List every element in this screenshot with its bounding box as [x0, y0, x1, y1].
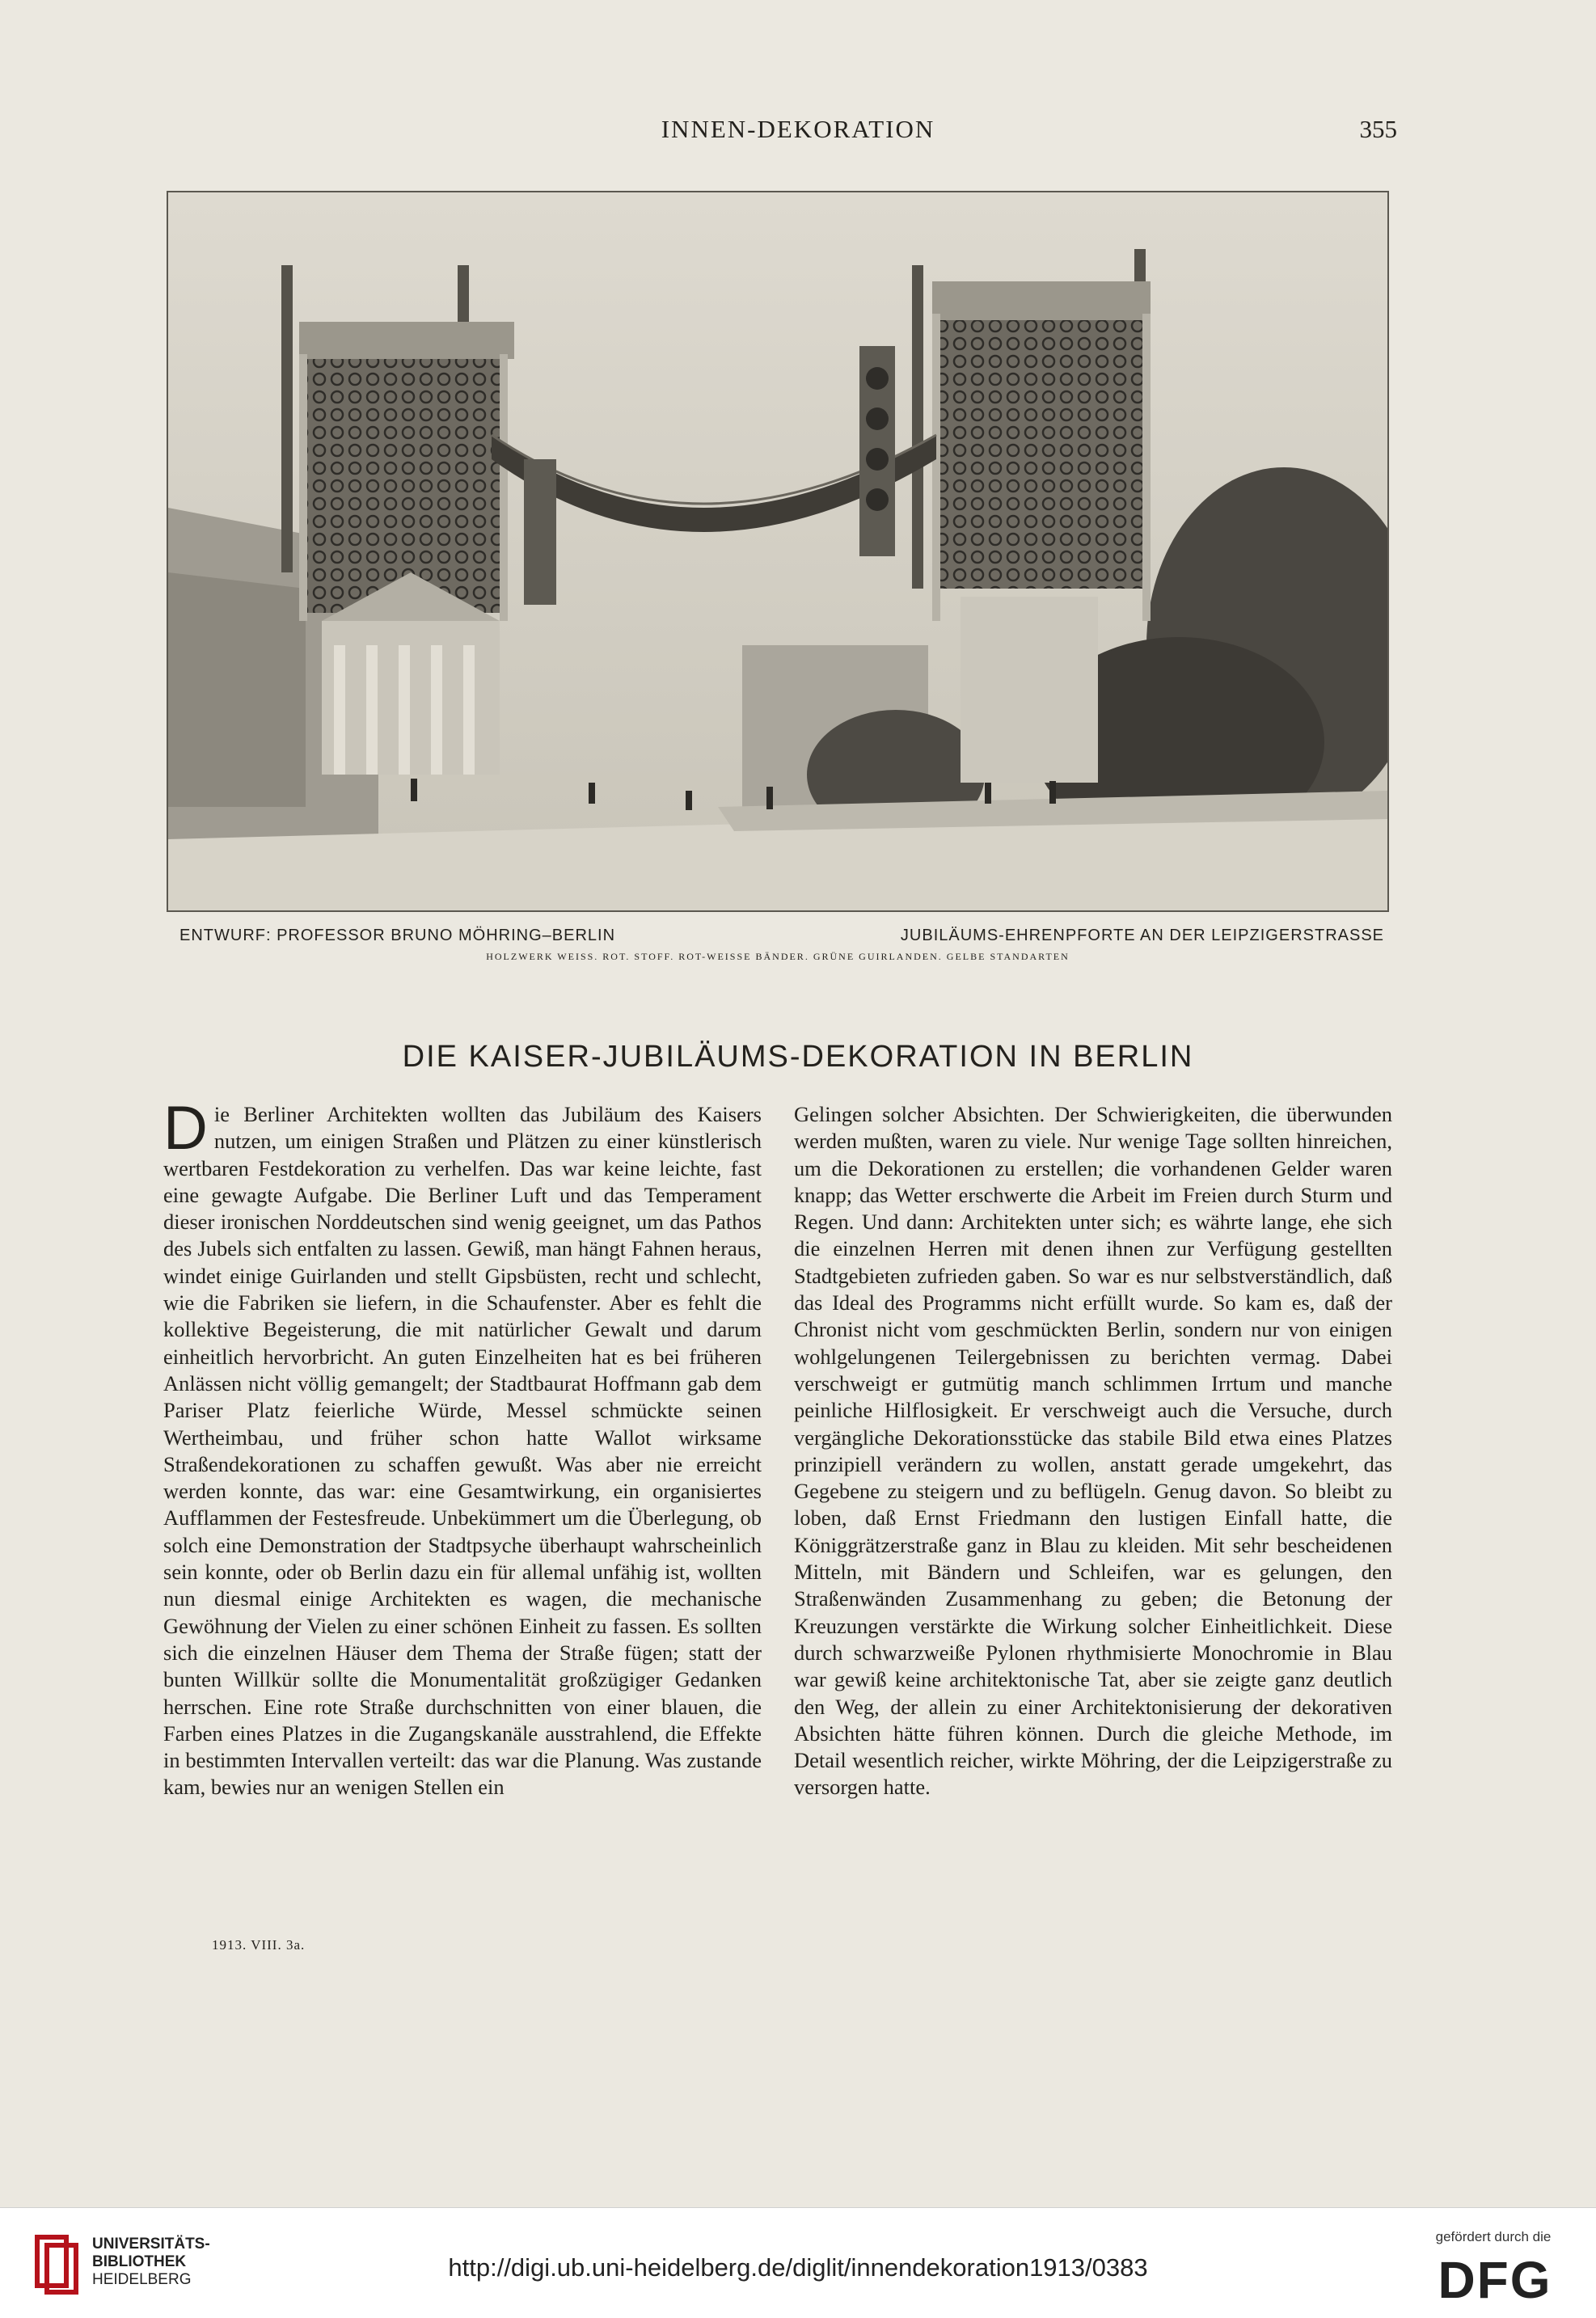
library-name-line3: HEIDELBERG — [92, 2271, 192, 2288]
column-right-text: Gelingen solcher Absichten. Der Schwierigkeiten, die überwunden werden mußten, waren zu viele. Nur wenige Tage sollten hinreichen, um die Dekorationen zu erstellen; die vorhandenen Gelder waren knapp; das Wetter erschwerte die Arbeit im Freien durch Sturm und Regen. Und dann: Architekten unter sich; es währte lange, ehe sich die einzelnen Herren mit denen ihnen zur Verfügung gestellten Stadtgebieten zufrieden gaben. So war es nur selbstverständlich, daß das Ideal des Programms nicht erfüllt wurde. So kam es, daß der Chronist nicht vom geschmückten Berlin, sondern nur von einigen wohlgelungenen Teilergebnissen zu berichten vermag. Dabei verschweigt er gutmütig manch schlimmen Irrtum und manche peinliche Hilflosigkeit. Er verschweigt auch die Versuche, durch vergängliche Dekorationsstücke das stabile Bild etwa eines Platzes prinzipiell verändern zu wollen, anstatt gerade umgekehrt, das Gegebene zu steigern und zu beflügeln. Genug davon. So bleibt zu loben, daß Ernst Friedmann den lustigen Einfall hatte, die Königgrätzerstraße ganz in Blau zu kleiden. Mit sehr bescheidenen Mitteln, mit Bändern und Schleifen, war es gelungen, den Straßenwänden Zusammenhang zu geben; die Betonung der Kreuzungen verstärkte die Wirkung solcher Einheitlichkeit. Diese durch schwarzweiße Pylonen rhythmisierte Monochromie in Blau war gewiß keine architektonische Tat, aber sie zeigte ganz deutlich den Weg, der allein zu einer Architektonisierung der dekorativen Absichten hätte führen können. Durch die gleiche Methode, im Detail wesentlich reicher, wirkte Möhring, der die Leipzigerstraße zu versorgen hatte. — [794, 1102, 1392, 1800]
figure-caption-author: ENTWURF: PROFESSOR BRUNO MÖHRING–BERLIN — [179, 927, 616, 944]
library-name-line2: BIBLIOTHEK — [92, 2253, 187, 2270]
column-left-text: ie Berliner Architekten wollten das Jubiläum des Kaisers nutzen, um einigen Straßen und Plätzen zu einer künstlerisch wertbaren Festdekoration zu verhelfen. Das war keine leichte, fast eine gewagte Aufgabe. Die Berliner Luft und das Temperament dieser ironischen Norddeutschen sind wenig geeignet, um das Pathos des Jubels sich entfalten zu lassen. Gewiß, man hängt Fahnen heraus, windet einige Guirlanden und stellt Gipsbüsten, recht und schlecht, wie die Fabriken sie liefern, in die Schaufenster. Aber es fehlt die kollektive Begeisterung, die mit natürlicher Gewalt und darum einheitlich hervorbricht. An guten Einzelheiten hat es bei früheren Anlässen nicht völlig gemangelt; der Stadtbaurat Hoffmann gab dem Pariser Platz feierliche Würde, Messel schmückte seinen Wertheimbau, und früher schon hatte Wallot wirksame Straßendekorationen zu schaffen gewußt. Was aber nie erreicht werden konnte, das war: eine Gesamtwirkung, ein organisiertes Aufflammen der Festesfreude. Unbekümmert um die Überlegung, ob solch eine Demonstration der Stadtpsyche überhaupt wahrscheinlich sein konnte, oder ob Berlin dazu ein für allemal unfähig ist, wollten nun diesmal einige Architekten es wagen, die mechanische Gewöhnung der Vielen zu einer schönen Einheit zu fassen. Es sollten sich die einzelnen Häuser dem Thema der Straße fügen; statt der bunten Willkür sollte die Monumentalität großzügiger Gedanken herrschen. Eine rote Straße durchschnitten von einer blauen, die Farben eines Platzes in die Zugangskanäle ausstrahlend, die Effekte in bestimmten Intervallen verteilt: das war die Planung. Was zustande kam, bewies nur an wenigen Stellen ein — [163, 1102, 762, 1800]
running-title: INNEN-DEKORATION — [661, 115, 935, 143]
figure-caption-title: JUBILÄUMS-EHRENPFORTE AN DER LEIPZIGERSTRASSE — [900, 927, 1384, 944]
source-url-link[interactable]: http://digi.ub.uni-heidelberg.de/diglit/innendekoration1913/0383 — [448, 2253, 1148, 2282]
library-name-line1: UNIVERSITÄTS- — [92, 2236, 210, 2253]
paragraph-left — [163, 1094, 762, 1801]
funding-note: gefördert durch die — [1435, 2229, 1552, 2244]
text-column-right — [794, 1101, 1392, 1801]
figure-caption-materials: HOLZWERK WEISS. ROT. STOFF. ROT-WEISSE BÄNDER. GRÜNE GUIRLANDEN. GELBE STANDARTEN — [486, 951, 1070, 962]
digitization-footer — [0, 2207, 1596, 2318]
article-title: DIE KAISER-JUBILÄUMS-DEKORATION IN BERLIN — [402, 1040, 1194, 1074]
drop-cap: D — [163, 1094, 208, 1163]
illustration-plate — [167, 191, 1389, 912]
dfg-logo: DFG — [1438, 2251, 1552, 2309]
printer-signature: 1913. VIII. 3a. — [212, 1937, 306, 1953]
text-column-left — [163, 1094, 762, 1801]
gate-illustration — [168, 192, 1387, 910]
page-number: 355 — [1359, 115, 1397, 143]
